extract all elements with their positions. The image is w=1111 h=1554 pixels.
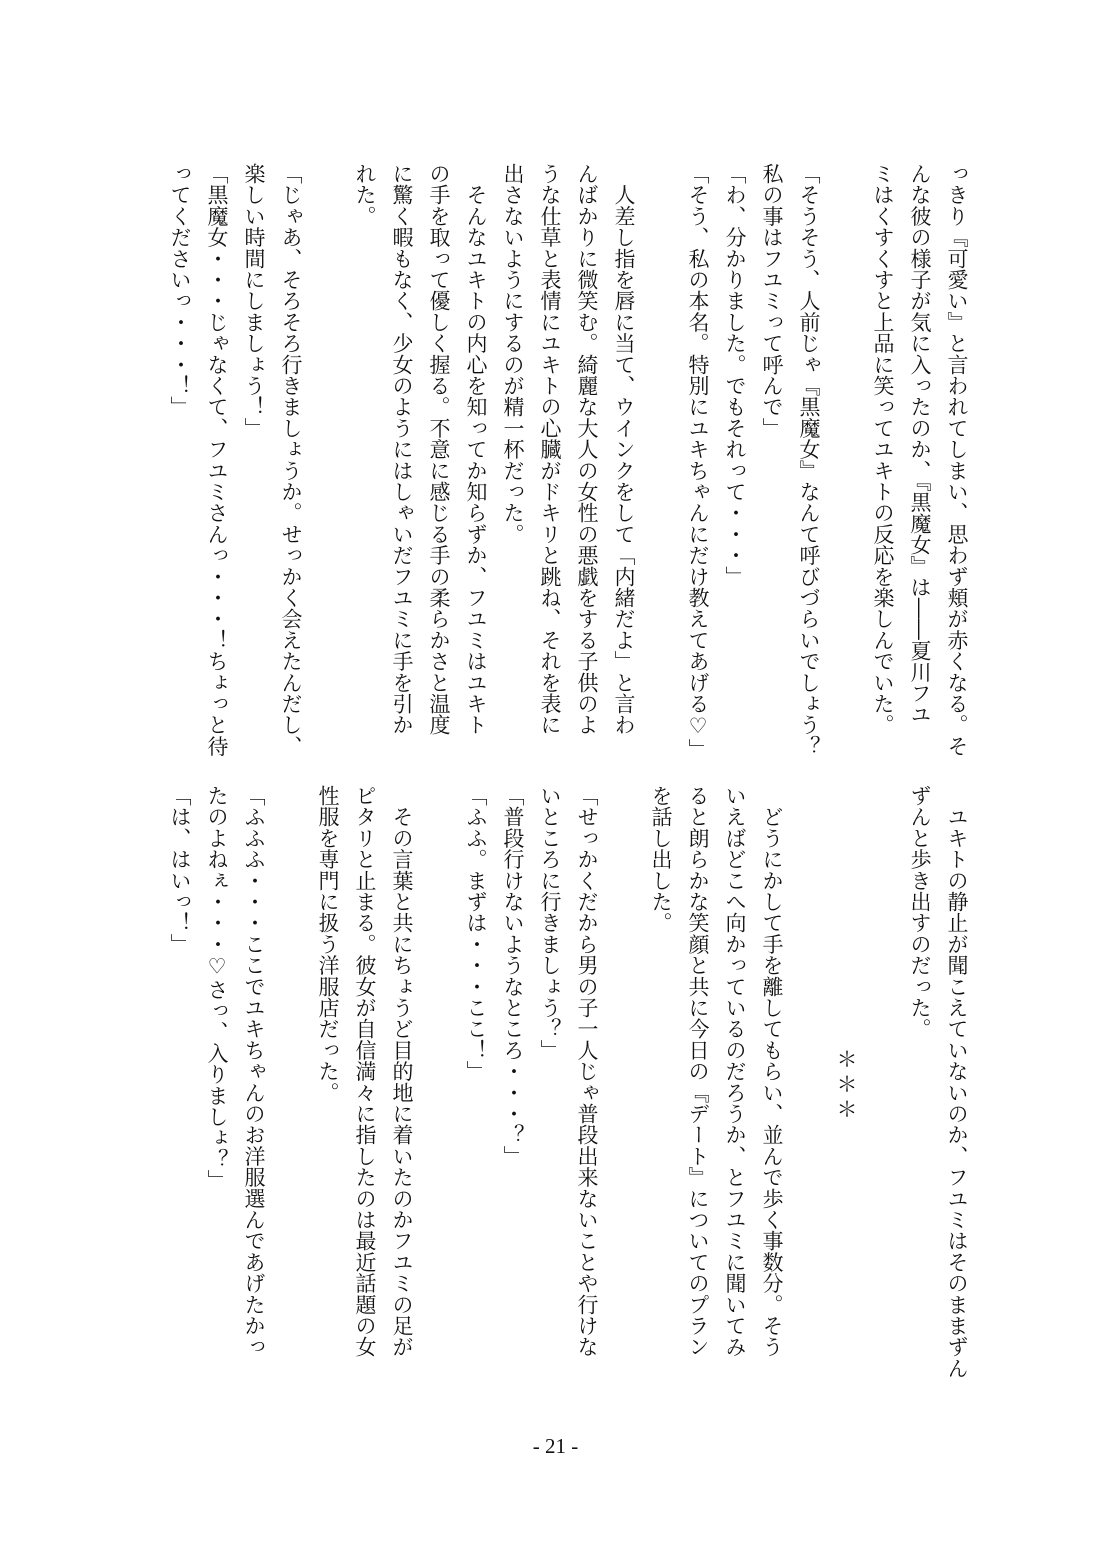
text-line: その言葉と共にちょうど目的地に着いたのかフユミの足が [390,785,414,1358]
text-line: いえばどこへ向かっているのだろうか、とフユミに聞いてみ [723,785,747,1358]
blank-line [309,163,346,763]
text-line: 性服を専門に扱う洋服店だった。 [316,785,340,1103]
blank-line [827,163,864,763]
text-line: 「わ、分かりました。でもそれって・・・」 [723,163,747,587]
text-line: 「せっかくだから男の子一人じゃ普段出来ないことや行けな [575,785,599,1358]
text-line: ユキトの静止が聞こえていないのか、フユミはそのままずん [945,785,969,1379]
text-line: 楽しい時間にしましょう！」 [242,163,266,439]
blank-line [272,785,309,1385]
text-line: れた。 [353,163,377,227]
text-line: 「じゃあ、そろそろ行きましょうか。せっかく会えたんだし、 [279,163,303,757]
text-line: たのよねぇ・・・♡さっ、入りましょ？」 [205,785,229,1191]
text-line: んばかりに微笑む。綺麗な大人の女性の悪戯をする子供のよ [575,163,599,736]
blank-line [864,785,901,1385]
page-number: - 21 - [532,1434,579,1458]
text-line: 人差し指を唇に当て、ウインクをして「内緒だよ」と言わ [612,163,636,736]
text-line: 「ふふ。まずは・・・ここ！」 [464,785,488,1082]
text-line: 出さないようにするのが精一杯だった。 [501,163,525,545]
blank-line [790,785,827,1385]
text-line: ると朗らかな笑顔と共に今日の『デート』についてのプラン [686,785,710,1358]
text-line: 「ふふふ・・・ここでユキちゃんのお洋服選んであげたかっ [242,785,266,1358]
scene-break: ＊＊＊ [834,1047,858,1123]
text-line: 「そうそう、人前じゃ『黒魔女』なんて呼びづらいでしょう？ [797,163,821,757]
lower-text-block [161,785,975,1385]
text-line: 「黒魔女・・・じゃなくて、フユミさんっ・・・！ちょっと待 [205,163,229,757]
text-line: 「は、はいっ！」 [168,785,192,955]
text-line: 「そう、私の本名。特別にユキちゃんにだけ教えてあげる♡」 [686,163,710,760]
text-line: 私の事はフユミって呼んで」 [760,163,784,439]
text-line: どうにかして手を離してもらい、並んで歩く事数分。そう [760,785,784,1358]
text-line: ミはくすくすと上品に笑ってユキトの反応を楽しんでいた。 [871,163,895,736]
text-line: うな仕草と表情にユキトの心臓がドキリと跳ね、それを表に [538,163,562,736]
text-line: っきり『可愛い』と言われてしまい、思わず頬が赤くなる。そ [945,163,969,757]
text-line: そんなユキトの内心を知ってか知らずか、フユミはユキト [464,163,488,736]
upper-text-block [161,163,975,763]
text-line: の手を取って優しく握る。不意に感じる手の柔らかさと温度 [427,163,451,736]
blank-line [420,785,457,1385]
blank-line [642,163,679,763]
text-line: ってくださいっ・・・！」 [168,163,192,418]
text-line: んな彼の様子が気に入ったのか、『黒魔女』は――夏川フユ [908,163,932,725]
text-line: を話し出した。 [649,785,673,934]
text-line: いところに行きましょう？」 [538,785,562,1061]
text-line: ずんと歩き出すのだった。 [908,785,932,1040]
text-line: に驚く暇もなく、少女のようにはしゃいだフユミに手を引か [390,163,414,736]
text-line: 「普段行けないようなところ・・・？」 [501,785,525,1167]
text-line: ピタリと止まる。彼女が自信満々に指したのは最近話題の女 [353,785,377,1358]
blank-line [605,785,642,1385]
